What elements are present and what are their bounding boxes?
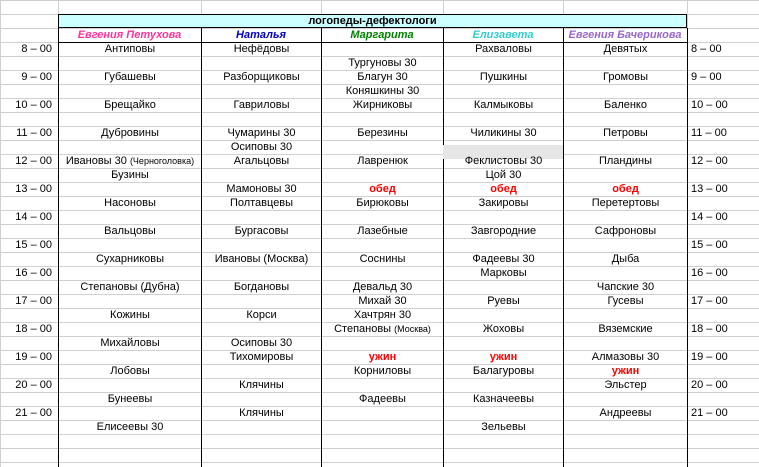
time-label-right[interactable]: 13 – 00	[691, 183, 728, 195]
schedule-cell[interactable]: Брещайко	[104, 99, 156, 111]
schedule-cell[interactable]: Нефёдовы	[233, 43, 290, 55]
time-label-left[interactable]: 10 – 00	[15, 99, 52, 111]
schedule-cell[interactable]: Цой 30	[485, 169, 522, 181]
schedule-cell[interactable]: Рахваловы	[475, 43, 532, 55]
schedule-cell[interactable]: Чапские 30	[596, 281, 655, 293]
schedule-cell[interactable]: Пландины	[598, 155, 653, 167]
schedule-cell[interactable]: Жирниковы	[352, 99, 413, 111]
time-label-left[interactable]: 12 – 00	[15, 155, 52, 167]
schedule-cell[interactable]: Тургуновы 30	[348, 57, 417, 69]
schedule-cell[interactable]: Бузины	[111, 169, 149, 181]
schedule-cell[interactable]: Жоховы	[482, 323, 525, 335]
schedule-cell[interactable]: Клячины	[239, 407, 284, 419]
schedule-cell[interactable]: Михай 30	[358, 295, 407, 307]
patient-name: Степановы	[334, 323, 395, 335]
column-header[interactable]: Евгения Петухова	[77, 29, 182, 41]
grid-line	[0, 434, 759, 435]
schedule-cell[interactable]: Полтавцевы	[229, 197, 294, 209]
schedule-cell[interactable]: Фадеевы	[359, 393, 406, 405]
schedule-cell[interactable]: Богдановы	[233, 281, 290, 293]
schedule-cell[interactable]: Антиповы	[104, 43, 156, 55]
schedule-cell[interactable]	[59, 154, 201, 168]
time-label-left[interactable]: 14 – 00	[15, 211, 52, 223]
schedule-cell[interactable]: Корниловы	[353, 365, 412, 377]
schedule-cell[interactable]: обед	[369, 183, 396, 195]
time-label-left[interactable]: 13 – 00	[15, 183, 52, 195]
schedule-cell[interactable]: Громовы	[602, 71, 648, 83]
table-title[interactable]: логопеды-дефектологи	[58, 14, 687, 28]
schedule-cell[interactable]: Хачтрян 30	[353, 309, 412, 321]
column-header[interactable]: Маргарита	[350, 29, 414, 41]
schedule-cell[interactable]: Сафроновы	[594, 225, 657, 237]
patient-name: Ивановы 30	[65, 155, 130, 167]
schedule-cell[interactable]: Балагуровы	[472, 365, 535, 377]
schedule-cell[interactable]: Кожины	[110, 309, 150, 321]
schedule-cell[interactable]: Чумарины 30	[227, 127, 296, 139]
time-label-right[interactable]: 11 – 00	[691, 127, 727, 139]
schedule-cell[interactable]: Соснины	[359, 253, 406, 265]
time-label-left[interactable]: 21 – 00	[15, 407, 52, 419]
schedule-cell[interactable]: Сухарниковы	[95, 253, 165, 265]
schedule-cell[interactable]: Клячины	[239, 379, 284, 391]
schedule-cell[interactable]: Алмазовы 30	[591, 351, 660, 363]
time-label-right[interactable]: 21 – 00	[691, 407, 728, 419]
schedule-cell[interactable]: Чиликины 30	[470, 127, 537, 139]
cell-note: (Черноголовка)	[129, 156, 195, 166]
schedule-cell[interactable]: Елисеевы 30	[96, 421, 164, 433]
schedule-cell[interactable]: Степановы (Дубна)	[80, 281, 180, 293]
schedule-cell[interactable]: Девальд 30	[352, 281, 413, 293]
schedule-cell[interactable]: Фадеевы 30	[472, 253, 535, 265]
schedule-cell[interactable]: Пушкины	[479, 71, 528, 83]
schedule-cell[interactable]: Закировы	[478, 197, 529, 209]
time-label-left[interactable]: 9 – 00	[21, 71, 52, 83]
time-label-right[interactable]: 10 – 00	[691, 99, 728, 111]
column-header[interactable]: Евгения Бачерикова	[568, 29, 682, 41]
schedule-cell[interactable]: Михайловы	[100, 337, 160, 349]
grid-line	[0, 112, 759, 113]
schedule-cell[interactable]: ужин	[489, 351, 518, 363]
schedule-cell[interactable]: Мамоновы 30	[226, 183, 297, 195]
schedule-cell[interactable]: Агальцовы	[233, 155, 290, 167]
schedule-cell[interactable]: Лавренюк	[357, 155, 408, 167]
schedule-cell[interactable]: Бунеевы	[107, 393, 153, 405]
grid-line	[0, 210, 759, 211]
grid-line	[0, 448, 759, 449]
schedule-cell[interactable]	[322, 322, 443, 336]
schedule-cell[interactable]: Насоновы	[104, 197, 156, 209]
border-line	[201, 28, 202, 467]
time-label-left[interactable]: 16 – 00	[15, 267, 52, 279]
schedule-cell[interactable]: Вальцовы	[104, 225, 156, 237]
time-label-right[interactable]: 18 – 00	[691, 323, 728, 335]
schedule-cell[interactable]: ужин	[368, 351, 397, 363]
schedule-cell[interactable]: Корси	[246, 309, 277, 321]
time-label-right[interactable]: 14 – 00	[691, 211, 728, 223]
schedule-cell[interactable]: Зельевы	[481, 421, 526, 433]
grid-line	[0, 266, 759, 267]
border-line	[687, 28, 688, 467]
grid-line	[0, 238, 759, 239]
time-label-left[interactable]: 19 – 00	[15, 351, 52, 363]
schedule-cell[interactable]: Дыба	[611, 253, 640, 265]
schedule-cell[interactable]: Андреевы	[599, 407, 652, 419]
time-label-left[interactable]: 11 – 00	[16, 127, 52, 139]
time-label-right[interactable]: 20 – 00	[691, 379, 728, 391]
column-header[interactable]: Наталья	[236, 29, 286, 41]
border-line	[563, 28, 564, 467]
time-label-left[interactable]: 20 – 00	[15, 379, 52, 391]
schedule-cell[interactable]: Тихомировы	[229, 351, 294, 363]
cell-note: (Москва)	[394, 324, 431, 334]
time-label-left[interactable]: 15 – 00	[15, 239, 52, 251]
time-label-left[interactable]: 17 – 00	[15, 295, 52, 307]
schedule-cell[interactable]: Ивановы (Москва)	[214, 253, 309, 265]
schedule-cell[interactable]: Завгородние	[470, 225, 537, 237]
schedule-cell[interactable]: Березины	[357, 127, 408, 139]
schedule-cell[interactable]: Коняшкины 30	[345, 85, 420, 97]
schedule-cell[interactable]: обед	[490, 183, 517, 195]
time-label-right[interactable]: 15 – 00	[691, 239, 728, 251]
schedule-cell[interactable]: обед	[612, 183, 639, 195]
schedule-cell[interactable]: Феклистовы 30	[464, 155, 543, 167]
schedule-cell[interactable]: Руевы	[487, 295, 520, 307]
schedule-cell[interactable]: Лобовы	[110, 365, 150, 377]
schedule-cell[interactable]: Эльстер	[604, 379, 647, 391]
schedule-cell[interactable]: Казначеевы	[472, 393, 535, 405]
schedule-cell[interactable]: Перетертовы	[591, 197, 660, 209]
grid-line	[0, 140, 759, 141]
time-label-right[interactable]: 12 – 00	[691, 155, 728, 167]
schedule-cell[interactable]: Девятых	[603, 43, 648, 55]
time-label-right[interactable]: 17 – 00	[691, 295, 728, 307]
grid-line	[0, 0, 759, 1]
schedule-cell[interactable]: Разборщиковы	[223, 71, 300, 83]
schedule-cell[interactable]: Калмыковы	[473, 99, 534, 111]
schedule-cell[interactable]: Дубровины	[101, 127, 159, 139]
time-label-right[interactable]: 16 – 00	[691, 267, 728, 279]
schedule-cell[interactable]: Лазебные	[357, 225, 408, 237]
schedule-cell[interactable]: Вяземские	[598, 323, 653, 335]
time-label-left[interactable]: 8 – 00	[21, 43, 52, 55]
schedule-cell[interactable]: Осиповы 30	[230, 141, 293, 153]
schedule-cell[interactable]: ужин	[611, 365, 640, 377]
schedule-cell[interactable]: Гусевы	[607, 295, 644, 307]
schedule-cell[interactable]: Гавриловы	[233, 99, 290, 111]
time-label-right[interactable]: 9 – 00	[691, 71, 722, 83]
schedule-cell[interactable]: Петровы	[603, 127, 648, 139]
schedule-cell[interactable]: Бирюковы	[356, 197, 409, 209]
grid-line	[0, 462, 759, 463]
time-label-right[interactable]: 19 – 00	[691, 351, 728, 363]
schedule-cell[interactable]: Бургасовы	[234, 225, 289, 237]
schedule-cell[interactable]: Губашевы	[104, 71, 156, 83]
column-header[interactable]: Елизавета	[472, 29, 534, 41]
schedule-cell[interactable]: Марковы	[480, 267, 527, 279]
schedule-cell[interactable]: Осиповы 30	[230, 337, 293, 349]
time-label-left[interactable]: 18 – 00	[15, 323, 52, 335]
time-label-right[interactable]: 8 – 00	[691, 43, 722, 55]
schedule-cell[interactable]: Благун 30	[357, 71, 408, 83]
schedule-cell[interactable]: Баленко	[603, 99, 647, 111]
